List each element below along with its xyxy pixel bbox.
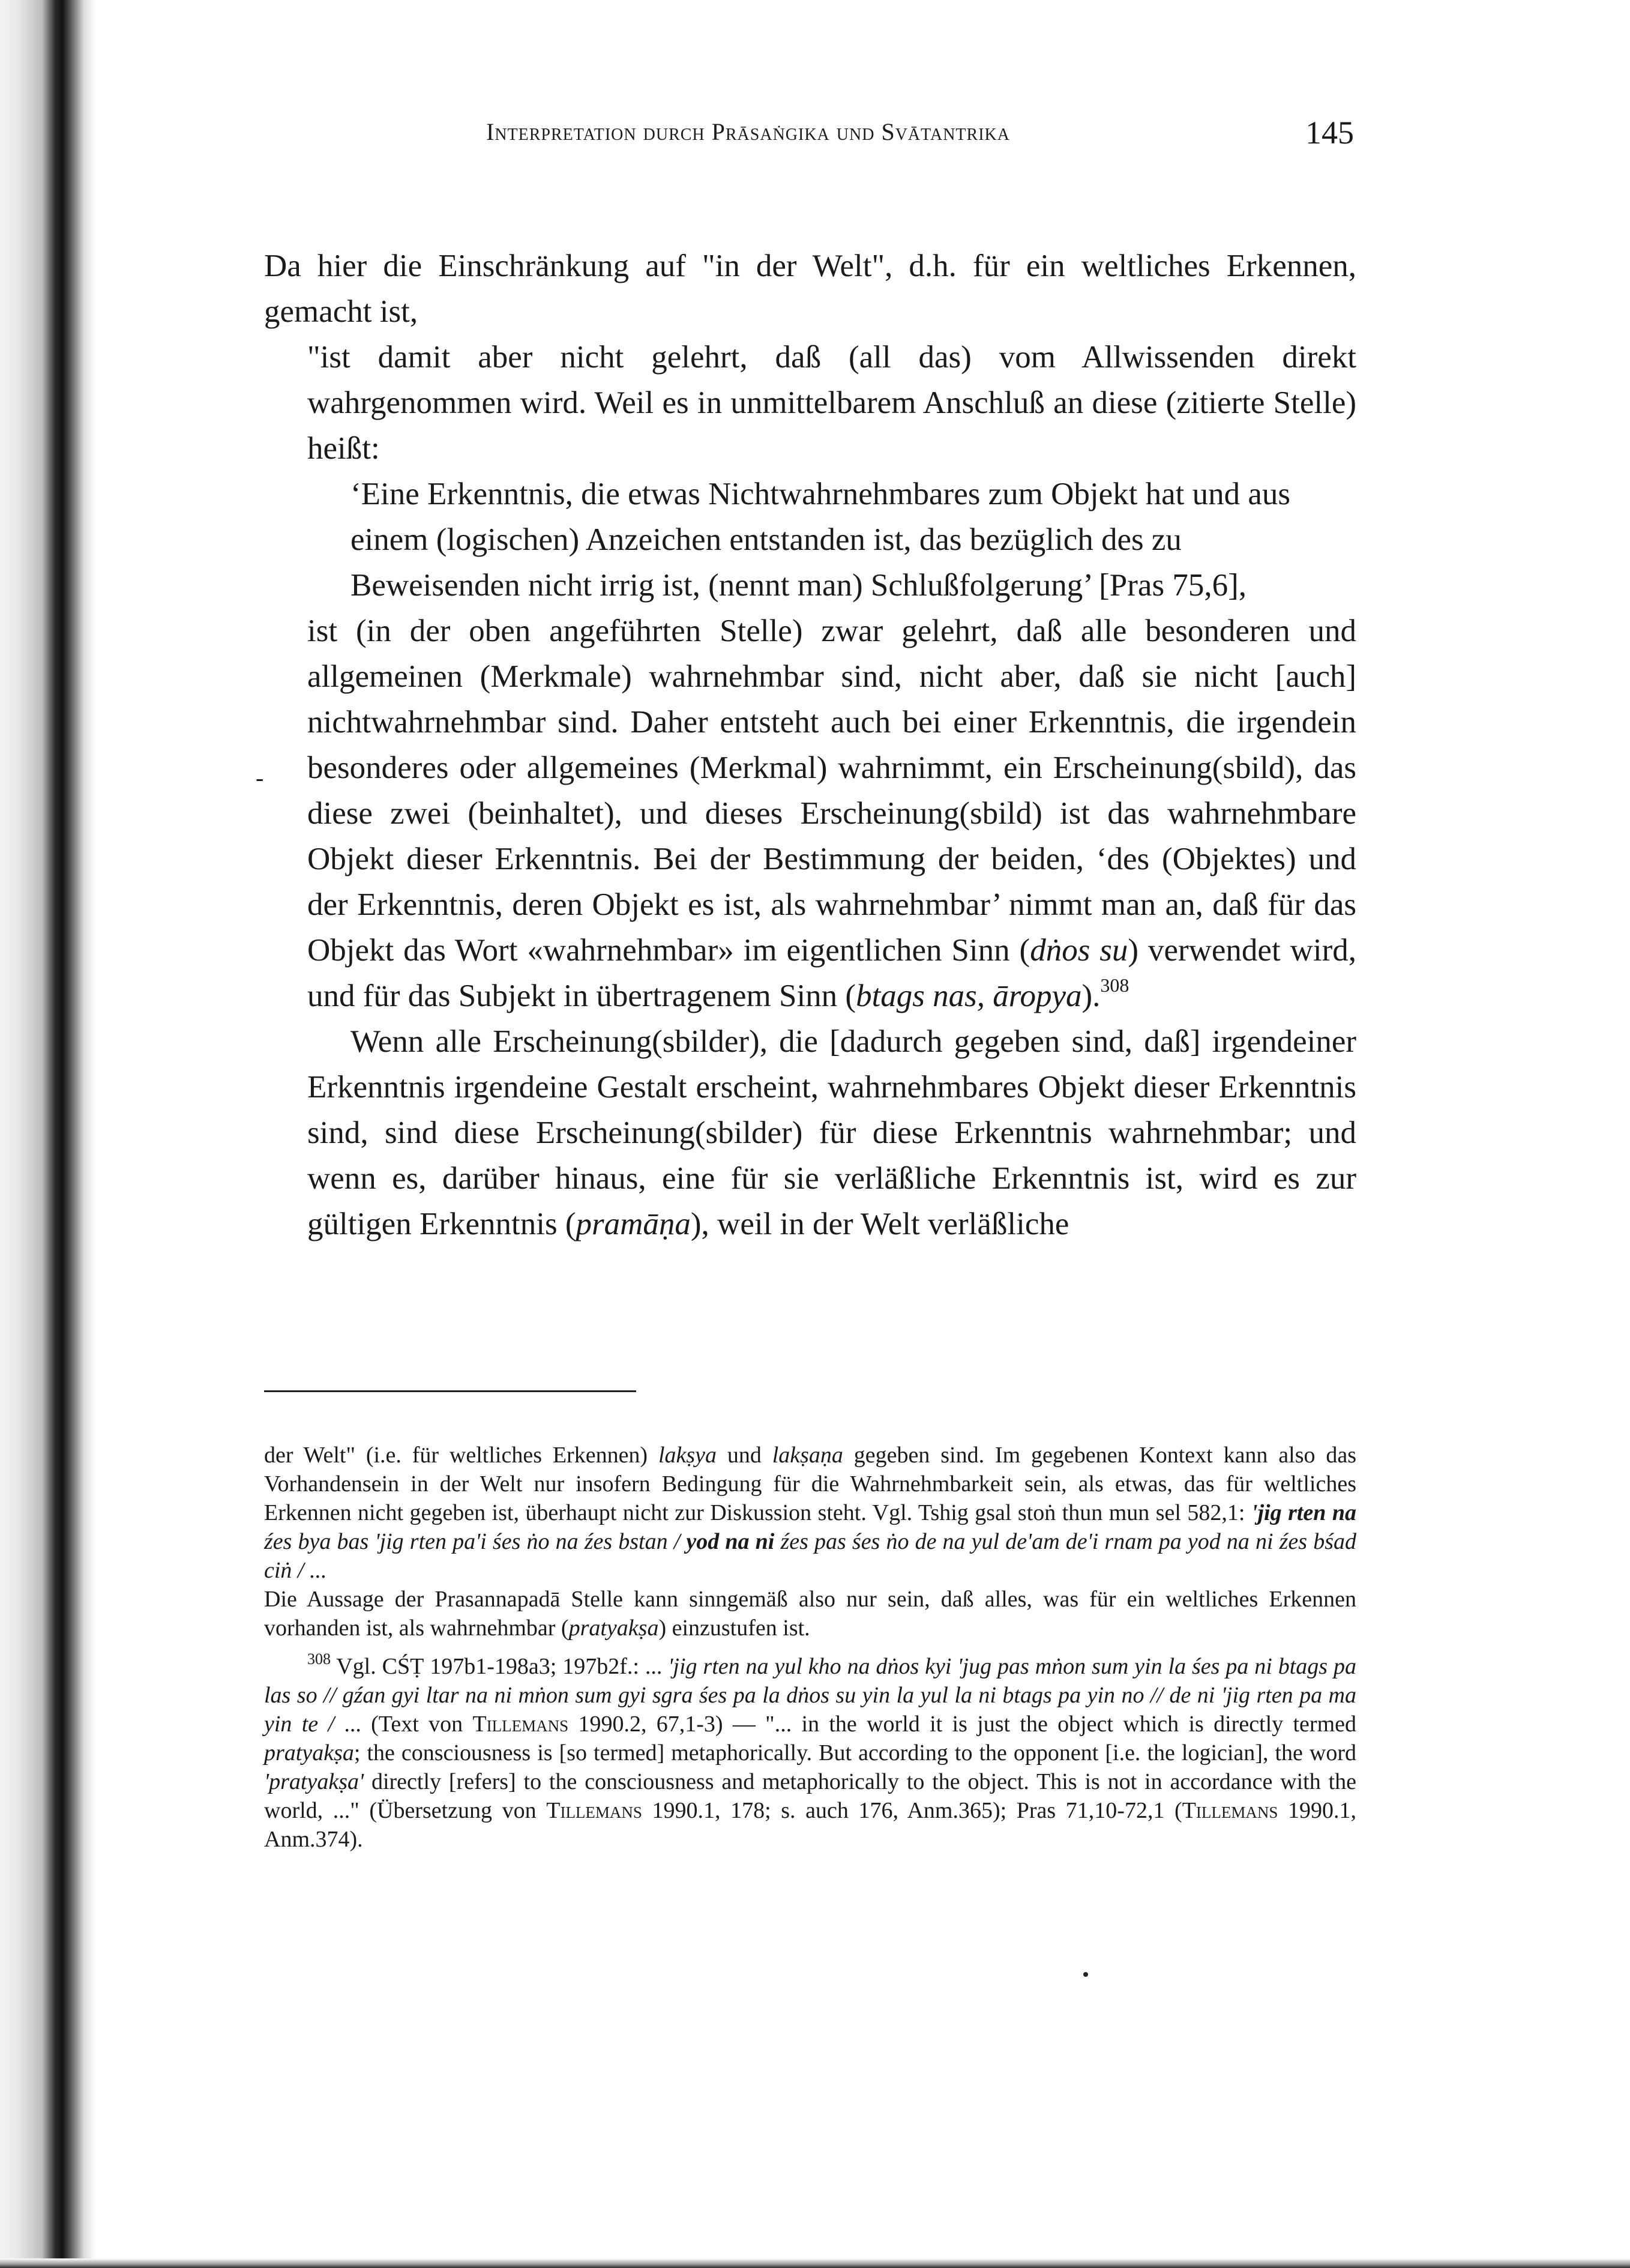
text-span: Vgl. CŚṬ 197b1-198a3; 197b2f.: ... <box>331 1654 669 1679</box>
italic-term: źes bya bas 'jig rten pa'i śes ṅo na źes bstan / <box>264 1529 687 1554</box>
paragraph-1: Da hier die Einschränkung auf "in der Welt", d.h. für ein weltliches Erkennen, gemacht ist, <box>264 249 1356 329</box>
italic-term: pratyakṣa <box>264 1740 354 1766</box>
nested-quotation: ‘Eine Erkenntnis, die etwas Nichtwahrnehmbares zum Objekt hat und aus einem (logischen) Anzeichen entstanden ist, das bezüglich des zu Beweisenden nicht irrig ist, (nennt man) Schlußfolgerung’ [Pras 75,6], <box>350 477 1290 603</box>
text-span: ist (in der oben angeführten Stelle) zwar gelehrt, daß alle besonderen und allgemeinen (Merkmale) wahrnehmbar sind, nicht aber, daß sie nicht [auch] nichtwahrnehmbar sind. Daher entsteht auch bei einer Erkenntnis, die irgendein besonderes oder allgemeines (Merkmal) wahrnimmt, ein Erscheinung(sbild), das diese zwei (beinhaltet), und dieses Erscheinung(sbild) ist das wahrnehmbare Objekt dieser Erkenntnis. Bei der Bestimmung der beiden, ‘des (Objektes) und der Erkenntnis, deren Objekt es ist, als wahrnehmbar’ nimmt man an, daß für das Objekt das Wort «wahrnehmbar» im eigentlichen Sinn ( <box>307 614 1356 968</box>
footnote-reference[interactable]: 308 <box>1100 974 1129 996</box>
page-bottom-edge <box>0 2258 1630 2268</box>
footnote-308 <box>264 1652 1356 1854</box>
text-span: Wenn alle Erscheinung(sbilder), die [dadurch gegeben sind, daß] irgendeiner Erkenntnis irgendeine Gestalt erscheint, wahrnehmbares Objekt dieser Erkenntnis sind, sind diese Erscheinung(sbilder) für diese Erkenntnis wahrnehmbar; und wenn es, darüber hinaus, eine für sie verläßliche Erkenntnis ist, wird es zur gültigen Erkenntnis ( <box>307 1024 1356 1241</box>
text-span: der Welt" (i.e. für weltliches Erkennen) <box>264 1443 658 1468</box>
running-head: Interpretation durch Prāsaṅgika und Svātantrika <box>486 118 1010 145</box>
italic-term: lakṣya <box>658 1443 717 1468</box>
author-name: Tillemans <box>472 1712 569 1737</box>
bold-italic-term: 'jig rten na <box>1251 1500 1356 1525</box>
text-span: 1990.2, 67,1-3) — "... in the world it is just the object which is directly termed <box>568 1712 1356 1737</box>
italic-term: btags nas, āropya <box>856 979 1082 1013</box>
page-number: 145 <box>1305 115 1354 151</box>
footnote-continuation-2 <box>264 1585 1356 1642</box>
book-spine-shadow <box>0 0 96 2268</box>
text-span: und <box>717 1443 772 1468</box>
quotation-block: "ist damit aber nicht gelehrt, daß (all das) vom Allwissenden direkt wahrgenommen wird. Weil es in unmittelbarem Anschluß an diese (zitierte Stelle) heißt: <box>307 340 1356 466</box>
italic-term: źes pas śes ṅo de na yul de'am de'i rnam pa yod na ni źes bśad ciṅ / ... <box>264 1529 1356 1583</box>
italic-term: pramāṇa <box>576 1207 691 1241</box>
text-span: ), weil in der Welt verläßliche <box>690 1207 1069 1241</box>
footnote-continuation <box>264 1441 1356 1585</box>
author-name: Tillemans <box>1182 1798 1278 1823</box>
footnote-separator <box>264 1390 636 1392</box>
italic-term: dṅos su <box>1030 933 1128 968</box>
text-span: ... (Text von <box>334 1712 473 1737</box>
footnotes <box>264 1441 1356 1854</box>
italic-term: lakṣaṇa <box>772 1443 843 1468</box>
text-span: directly [refers] to the consciousness and metaphorically to the object. This is not in accordance with the world, ..." (Übersetzung von <box>264 1769 1356 1823</box>
text-span: ). <box>1081 979 1101 1013</box>
bold-italic-term: yod na ni <box>686 1529 775 1554</box>
text-span: ) verwendet wird, und für das Subjekt in übertragenem Sinn ( <box>307 933 1356 1013</box>
ink-speck <box>1083 1972 1088 1977</box>
main-text <box>264 243 1356 1247</box>
italic-term: pratyakṣa <box>568 1615 659 1641</box>
quotation-continuation <box>307 608 1356 1019</box>
text-span: 1990.1, 178; s. auch 176, Anm.365); Pras 71,10-72,1 ( <box>642 1798 1182 1823</box>
author-name: Tillemans <box>546 1798 642 1823</box>
italic-term: 'pratyakṣa' <box>264 1769 364 1794</box>
text-span: gegeben sind. Im gegebenen Kontext kann also das Vorhandensein in der Welt nur insofern Bedingung für die Wahrnehmbarkeit sein, als etwas, das für weltliches Erkennen nicht gegeben ist, überhaupt nicht zur Diskussion steht. Vgl. Tshig gsal stoṅ thun mun sel 582,1: <box>264 1443 1356 1525</box>
text-span: 1990.1, Anm.374). <box>264 1798 1356 1852</box>
paragraph-2 <box>307 1019 1356 1247</box>
italic-term: 'jig rten na yul kho na dṅos kyi 'jug pas mṅon sum yin la śes pa ni btags pa las so // gźan gyi ltar na ni mṅon sum gyi sgra śes pa la dṅos su yin la yul la ni btags pa yin no // de ni 'jig rten pa ma yin te / <box>264 1654 1357 1737</box>
margin-mark: - <box>256 764 264 791</box>
text-span: ) einzustufen ist. <box>658 1615 810 1641</box>
text-span: ; the consciousness is [so termed] metaphorically. But according to the opponent [i.e. the logician], the word <box>353 1740 1356 1766</box>
text-span: Die Aussage der Prasannapadā Stelle kann sinngemäß also nur sein, daß alles, was für ein weltliches Erkennen vorhanden ist, als wahrnehmbar ( <box>264 1587 1356 1641</box>
footnote-number: 308 <box>307 1650 331 1668</box>
